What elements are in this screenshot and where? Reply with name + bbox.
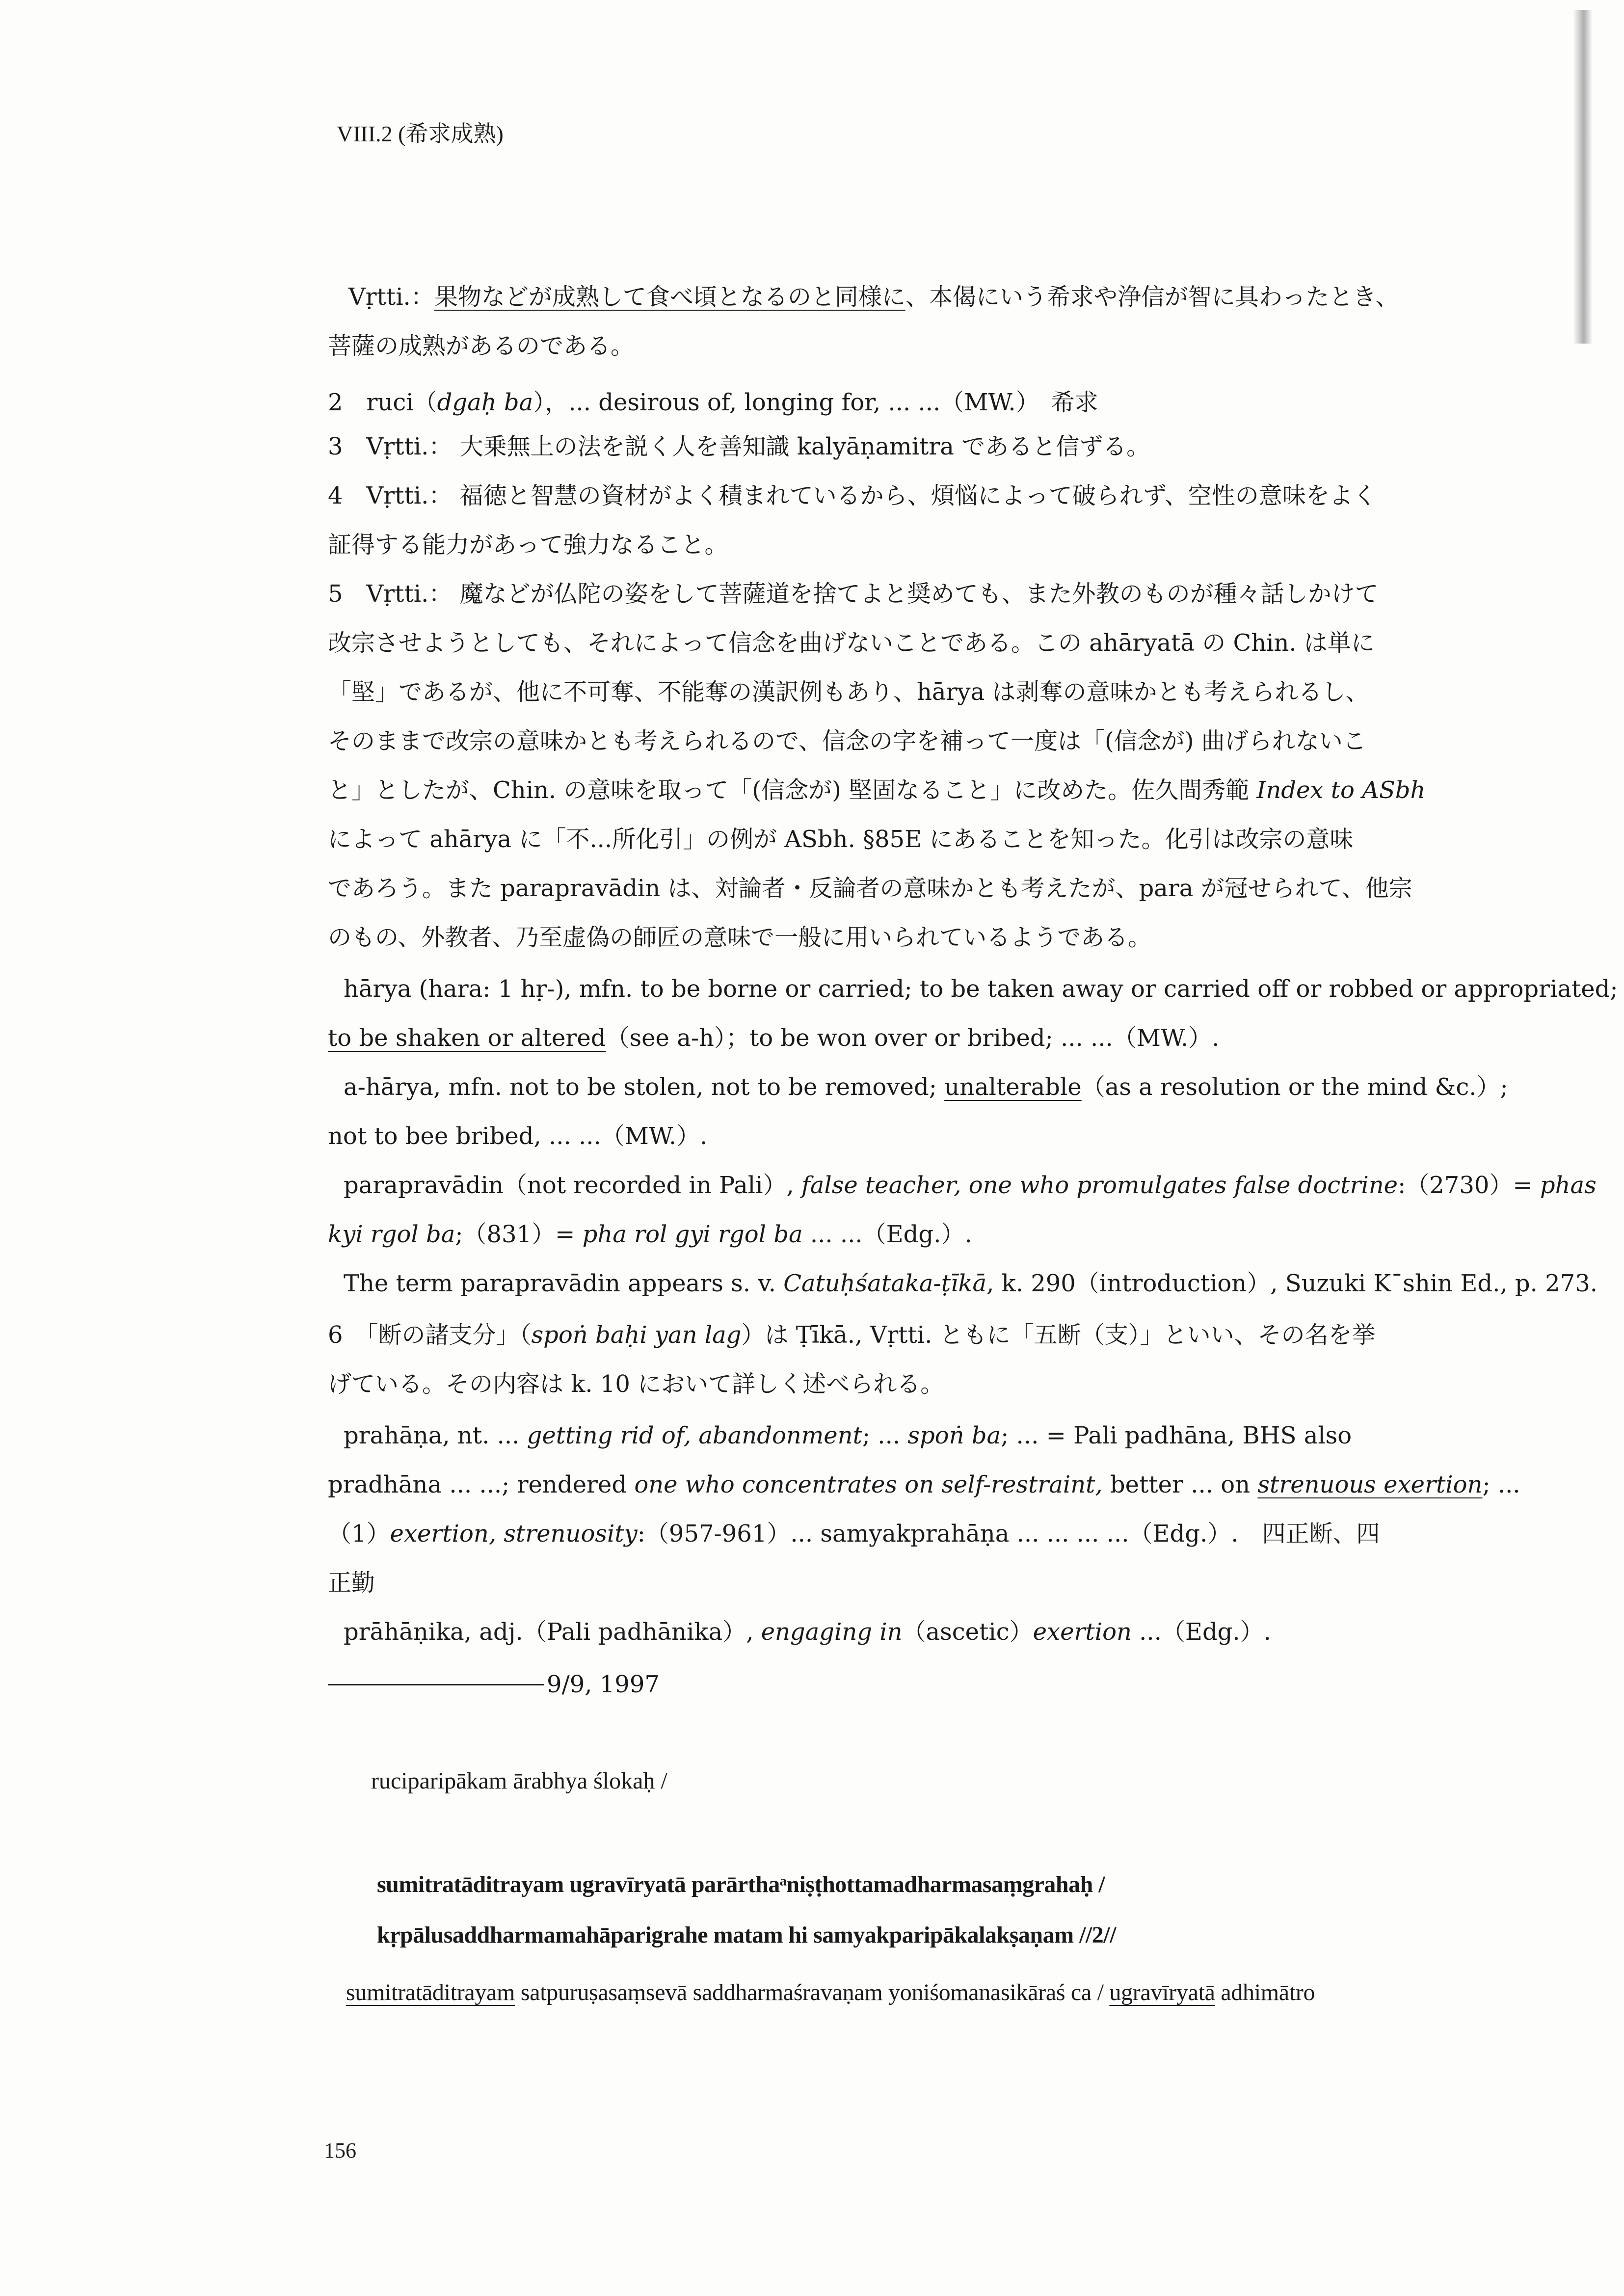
text-line bbox=[344, 1259, 1598, 1308]
text-line bbox=[328, 569, 1496, 618]
text-line-segment: strenuous exertion bbox=[1257, 1471, 1483, 1498]
text-line-segment: げている。その内容は k. 10 において詳しく述べられる。 bbox=[328, 1370, 944, 1398]
text-line-segment: 5 Vṛtti.： 魔などが仏陀の姿をして菩薩道を捨てよと奨めても、また外教のものが種々話しかけて bbox=[328, 580, 1379, 608]
text-line-segment: 3 Vṛtti.： 大乗無上の法を説く人を善知識 kalyāṇamitra であると信ずる。 bbox=[328, 433, 1150, 460]
commentary-line bbox=[346, 1973, 1315, 2012]
text-line bbox=[328, 1360, 1496, 1409]
text-line-segment: Vṛtti.： bbox=[348, 283, 434, 311]
text-line-segment: 果物などが成熟して食べ頃となるのと同様に bbox=[434, 283, 905, 311]
text-line-segment: Catuḥśataka-ṭīkā bbox=[783, 1270, 987, 1297]
scan-edge-shadow bbox=[1573, 10, 1593, 344]
text-line bbox=[328, 667, 1496, 717]
text-line bbox=[328, 717, 1496, 766]
text-line-segment: one who concentrates on self-restraint, bbox=[634, 1471, 1103, 1498]
text-line bbox=[344, 1607, 1512, 1656]
text-line bbox=[344, 1063, 1512, 1112]
text-line-segment: ; ... bbox=[862, 1422, 908, 1449]
text-line-segment: （1） bbox=[328, 1520, 390, 1548]
text-line-segment: :（2730）= bbox=[1398, 1172, 1540, 1199]
text-line-segment: prahāṇa, nt. ... bbox=[344, 1422, 527, 1449]
text-line-segment: ），... desirous of, longing for, ... ...（MW.） 希求 bbox=[533, 389, 1098, 416]
text-line-segment: （as a resolution or the mind &c.）; bbox=[1081, 1073, 1508, 1101]
text-line-segment: と」としたが、Chin. の意味を取って「(信念が) 堅固なること」に改めた。佐久間秀範 bbox=[328, 776, 1257, 804]
text-line-segment: 4 Vṛtti.： 福徳と智慧の資材がよく積まれているから、煩悩によって破られず、空性の意味をよく bbox=[328, 482, 1377, 509]
text-line-segment: 2 ruci（ bbox=[328, 389, 437, 416]
text-line-segment: ;（831）= bbox=[455, 1221, 583, 1248]
text-line-segment: 、本偈にいう希求や浄信が智に具わったとき、 bbox=[905, 283, 1399, 311]
text-line bbox=[328, 815, 1496, 864]
text-line-segment: 菩薩の成熟があるのである。 bbox=[328, 332, 635, 360]
text-line bbox=[328, 913, 1496, 962]
page-number: 156 bbox=[324, 2138, 356, 2163]
text-line-segment: exertion bbox=[1033, 1618, 1132, 1646]
running-header: VIII.2 (希求成熟) bbox=[337, 121, 504, 146]
text-line-segment: The term parapravādin appears s. v. bbox=[344, 1270, 784, 1297]
commentary-segment: satpuruṣasaṃsevā saddharmaśravaṇam yoniśomanasikāraś ca / bbox=[515, 1979, 1110, 2005]
text-line bbox=[328, 618, 1496, 667]
text-line bbox=[328, 520, 1496, 569]
text-line-segment: engaging in bbox=[761, 1618, 903, 1646]
text-line-segment: 6 「断の諸支分」（ bbox=[328, 1321, 532, 1349]
text-line-segment: better ... on bbox=[1102, 1471, 1258, 1498]
text-line bbox=[328, 1310, 1496, 1360]
text-line-segment: 正勤 bbox=[328, 1569, 375, 1597]
text-line-segment: ; ... bbox=[1482, 1471, 1520, 1498]
text-line-segment: spoṅ baḥi yan lag bbox=[531, 1321, 742, 1349]
text-line bbox=[328, 1509, 1496, 1558]
text-line-segment: （ascetic） bbox=[902, 1618, 1033, 1646]
commentary-segment: ugravīryatā bbox=[1109, 1979, 1215, 2005]
text-line-segment: hārya (hara: 1 hṛ-), mfn. to be borne or carried; to be taken away or carried off or robbed or appropriated; bbox=[344, 975, 1618, 1003]
text-line-segment: kyi rgol ba bbox=[328, 1221, 455, 1248]
text-line bbox=[344, 1411, 1512, 1460]
text-line-segment: :（957-961）... samyakprahāṇa ... ... ... ...（Edg.）. 四正断、四 bbox=[637, 1520, 1380, 1548]
text-line-segment: Index to ASbh bbox=[1256, 776, 1426, 804]
commentary-segment: sumitratāditrayam bbox=[346, 1979, 515, 2005]
text-line-segment: のもの、外教者、乃至虚偽の師匠の意味で一般に用いられているようである。 bbox=[328, 924, 1152, 951]
date-separator-rule bbox=[328, 1684, 544, 1685]
text-line-segment: a-hārya, mfn. not to be stolen, not to be removed; bbox=[344, 1073, 945, 1101]
text-line bbox=[328, 1210, 1496, 1259]
text-line-segment: pha rol gyi rgol ba bbox=[582, 1221, 803, 1248]
text-line-segment: parapravādin（not recorded in Pali）, bbox=[344, 1172, 801, 1199]
text-line-segment: phas bbox=[1540, 1172, 1597, 1199]
text-line-segment: dgaḥ ba bbox=[437, 389, 533, 416]
text-line bbox=[344, 1161, 1597, 1210]
text-line-segment: 「堅」であるが、他に不可奪、不能奪の漢訳例もあり、hārya は剥奪の意味かとも考えられるし、 bbox=[328, 678, 1369, 706]
text-line bbox=[328, 1558, 1496, 1607]
text-line-segment: （see a-h）；to be won over or bribed; ... ...（MW.）. bbox=[606, 1024, 1220, 1052]
date-stamp: 9/9, 1997 bbox=[547, 1671, 660, 1698]
text-line-segment: ... ...（Edg.）. bbox=[802, 1221, 972, 1248]
text-line-segment: exertion, strenuosity bbox=[390, 1520, 638, 1548]
text-line-segment: pradhāna ... ...; rendered bbox=[328, 1471, 635, 1498]
text-line-segment: によって ahārya に「不...所化引」の例が ASbh. §85E にあることを知った。化引は改宗の意味 bbox=[328, 826, 1354, 853]
text-line-segment: not to bee bribed, ... ...（MW.）. bbox=[328, 1122, 708, 1150]
text-line-segment: prāhāṇika, adj.（Pali padhānika）, bbox=[344, 1618, 761, 1646]
text-line-segment: 証得する能力があって強力なること。 bbox=[328, 531, 728, 559]
text-line-segment: unalterable bbox=[944, 1073, 1082, 1101]
verse-line-2: kṛpālusaddharmamahāparigrahe matam hi samyakparipākalakṣaṇam //2// bbox=[377, 1922, 1116, 1948]
text-line-segment: そのままで改宗の意味かとも考えられるので、信念の字を補って一度は「(信念が) 曲げられないこ bbox=[328, 727, 1366, 755]
text-line bbox=[328, 422, 1496, 471]
text-line bbox=[328, 471, 1496, 520]
text-line-segment: ...（Edg.）. bbox=[1131, 1618, 1271, 1646]
text-line-segment: 改宗させようとしても、それによって信念を曲げないことである。この ahāryatā の Chin. は単に bbox=[328, 629, 1375, 657]
text-line-segment: ）は Ṭīkā., Vṛtti. ともに「五断（支）」といい、その名を挙 bbox=[741, 1321, 1376, 1349]
text-line bbox=[344, 964, 1618, 1014]
text-line-segment: false teacher, one who promulgates false doctrine bbox=[801, 1172, 1398, 1199]
text-line bbox=[328, 1460, 1520, 1509]
text-line-segment: to be shaken or altered bbox=[328, 1024, 606, 1052]
text-line bbox=[328, 864, 1496, 913]
text-line-segment: , k. 290（introduction）, Suzuki K¯shin Ed., p. 273. bbox=[986, 1270, 1598, 1297]
commentary-segment: adhimātro bbox=[1215, 1979, 1315, 2005]
text-line bbox=[328, 321, 1496, 371]
text-line-segment: ; ... = Pali padhāna, BHS also bbox=[1001, 1422, 1352, 1449]
text-line bbox=[328, 1014, 1496, 1063]
text-line-segment: getting rid of, abandonment bbox=[527, 1422, 862, 1449]
verse-intro: ruciparipākam ārabhya ślokaḥ / bbox=[371, 1768, 667, 1794]
text-line bbox=[328, 766, 1496, 815]
text-line-segment: spoṅ ba bbox=[907, 1422, 1001, 1449]
text-line bbox=[328, 1112, 1496, 1161]
text-line bbox=[328, 378, 1496, 427]
verse-line-1: sumitratāditrayam ugravīryatā parārthaᵃniṣṭhottamadharmasaṃgrahaḥ / bbox=[377, 1871, 1105, 1897]
text-line-segment: であろう。また parapravādin は、対論者・反論者の意味かとも考えたが、para が冠せられて、他宗 bbox=[328, 875, 1412, 902]
text-line bbox=[348, 272, 1517, 321]
